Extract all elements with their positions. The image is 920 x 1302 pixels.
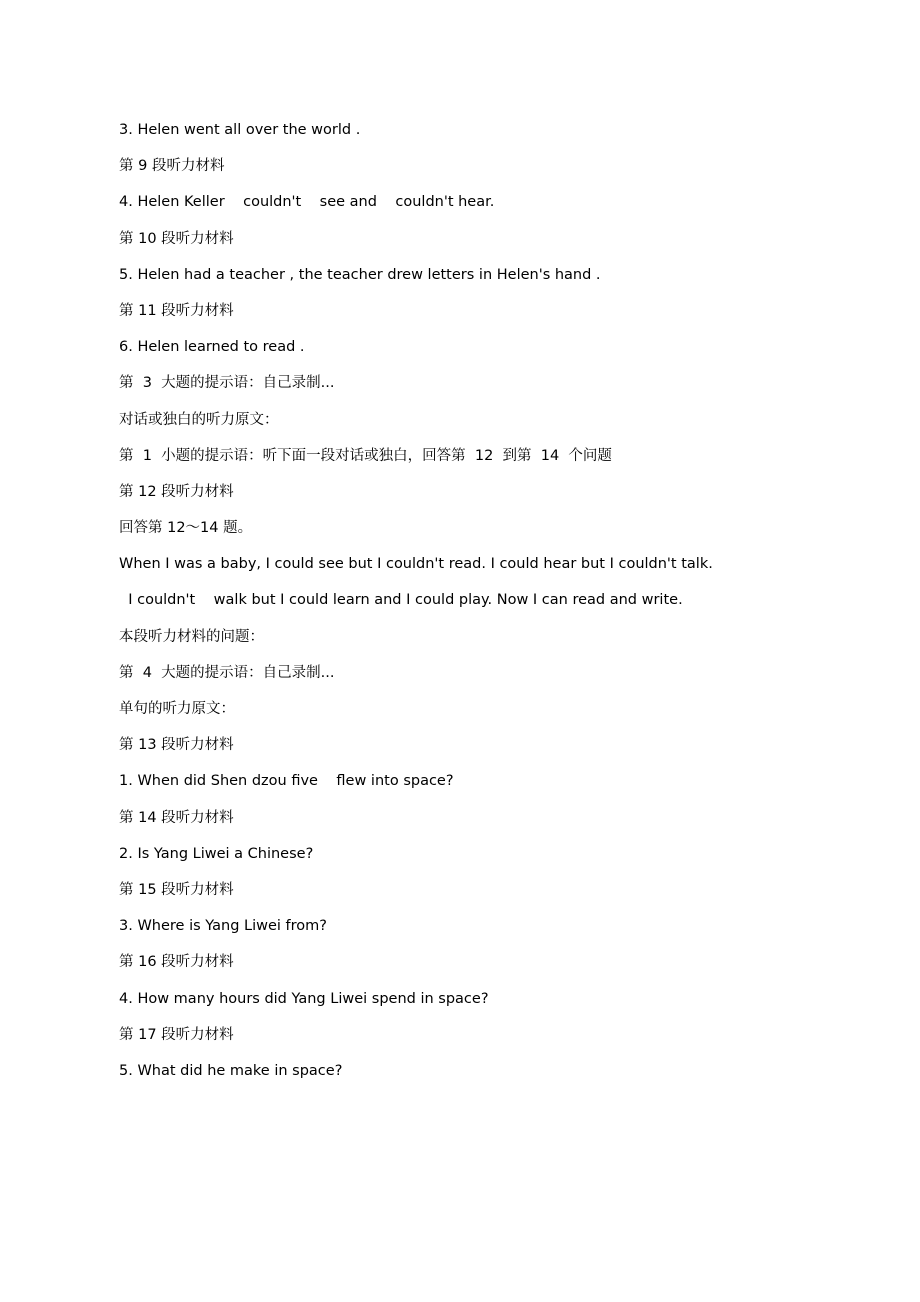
text-line: When I was a baby, I could see but I couldn't read. I could hear but I couldn't talk. bbox=[119, 556, 713, 573]
section-label: 第 15 段听力材料 bbox=[119, 881, 234, 898]
section-label: 第 10 段听力材料 bbox=[119, 230, 234, 247]
document-body bbox=[119, 120, 819, 1097]
text-line: 4. How many hours did Yang Liwei spend in space? bbox=[119, 990, 489, 1007]
section-label: 第 17 段听力材料 bbox=[119, 1026, 234, 1043]
section-label: 第 16 段听力材料 bbox=[119, 954, 234, 971]
text-line: 5. What did he make in space? bbox=[119, 1062, 343, 1079]
section-label: 第 9 段听力材料 bbox=[119, 158, 225, 175]
text-line: I couldn't walk but I could learn and I could play. Now I can read and write. bbox=[119, 592, 683, 609]
text-line: 6. Helen learned to read . bbox=[119, 339, 305, 356]
section-label: 第 11 段听力材料 bbox=[119, 302, 234, 319]
heading-line: 本段听力材料的问题： bbox=[119, 628, 264, 645]
text-line: 5. Helen had a teacher , the teacher drew letters in Helen's hand . bbox=[119, 266, 601, 283]
section-label: 第 12 段听力材料 bbox=[119, 483, 234, 500]
section-label: 第 13 段听力材料 bbox=[119, 737, 234, 754]
prompt-line: 第 1 小题的提示语：听下面一段对话或独白，回答第 12 到第 14 个问题 bbox=[119, 447, 612, 464]
text-line: 1. When did Shen dzou five flew into space? bbox=[119, 773, 454, 790]
text-line: 3. Helen went all over the world . bbox=[119, 122, 361, 138]
text-line: 2. Is Yang Liwei a Chinese? bbox=[119, 845, 314, 862]
heading-line: 单句的听力原文： bbox=[119, 701, 235, 717]
instruction-line: 回答第 12～14 题。 bbox=[119, 520, 253, 537]
text-line: 4. Helen Keller couldn't see and couldn't hear. bbox=[119, 194, 495, 211]
prompt-line: 第 3 大题的提示语：自己录制... bbox=[119, 375, 335, 392]
heading-line: 对话或独白的听力原文： bbox=[119, 411, 279, 428]
text-line: 3. Where is Yang Liwei from? bbox=[119, 918, 327, 935]
section-label: 第 14 段听力材料 bbox=[119, 809, 234, 826]
prompt-line: 第 4 大题的提示语：自己录制... bbox=[119, 664, 335, 681]
